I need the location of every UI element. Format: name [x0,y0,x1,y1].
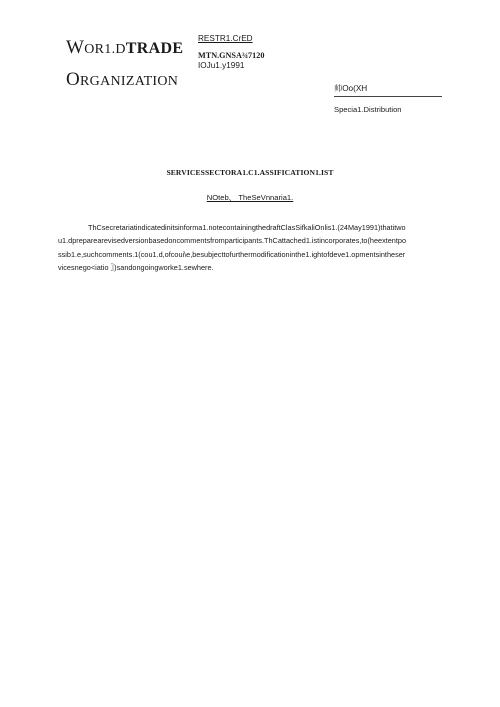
document-subtitle [0,192,500,203]
organization-name-line2 [66,70,178,89]
org-line2-initial: O [66,69,81,90]
body-line: u1.dpreparearevisedversionbasedoncommentsfromparticipants.ThCattached1.istincorporates,to(heextentpo [58,236,407,246]
document-date: IOJu1.y1991 [198,60,245,70]
document-title: SERVICESSECTORA1.C1.ASSIFICATION1.IST [166,168,334,177]
body-line: vicesnego<iatio 〗)sandongoingworke1.sewhere. [58,262,214,272]
document-meta [198,34,264,70]
distribution-label: Specia1.Distribution [334,105,402,114]
restricted-label: RESTR1.CrED [198,34,253,43]
org-line1-initial: W [66,37,85,58]
organization-name-line1 [66,38,183,57]
document-symbol: MTN.GNSA¾7120 [198,51,265,61]
body-line: ssib1.e,suchcomments.1(cou1.d,ofcoui\e,besubjecttofurthermodificationinthe1.ightofdeve1.opmentsintheser [58,249,406,259]
body-paragraph [58,221,444,274]
reference-number: 帅Oo(XH [334,83,442,97]
subtitle-text: NOteb、 TheSeVnnaria1. [206,193,294,202]
org-line1-bold: TRADE [125,40,184,57]
org-line1-mid: OR1.D [84,42,126,57]
body-line: ThCsecretariatindicatedinitsinforma1.notecontainingthedraftClasSifkaliOnlis1.(24May1991)thatitwo [88,223,406,232]
org-line2-rest: RGANIZATION [80,74,179,89]
